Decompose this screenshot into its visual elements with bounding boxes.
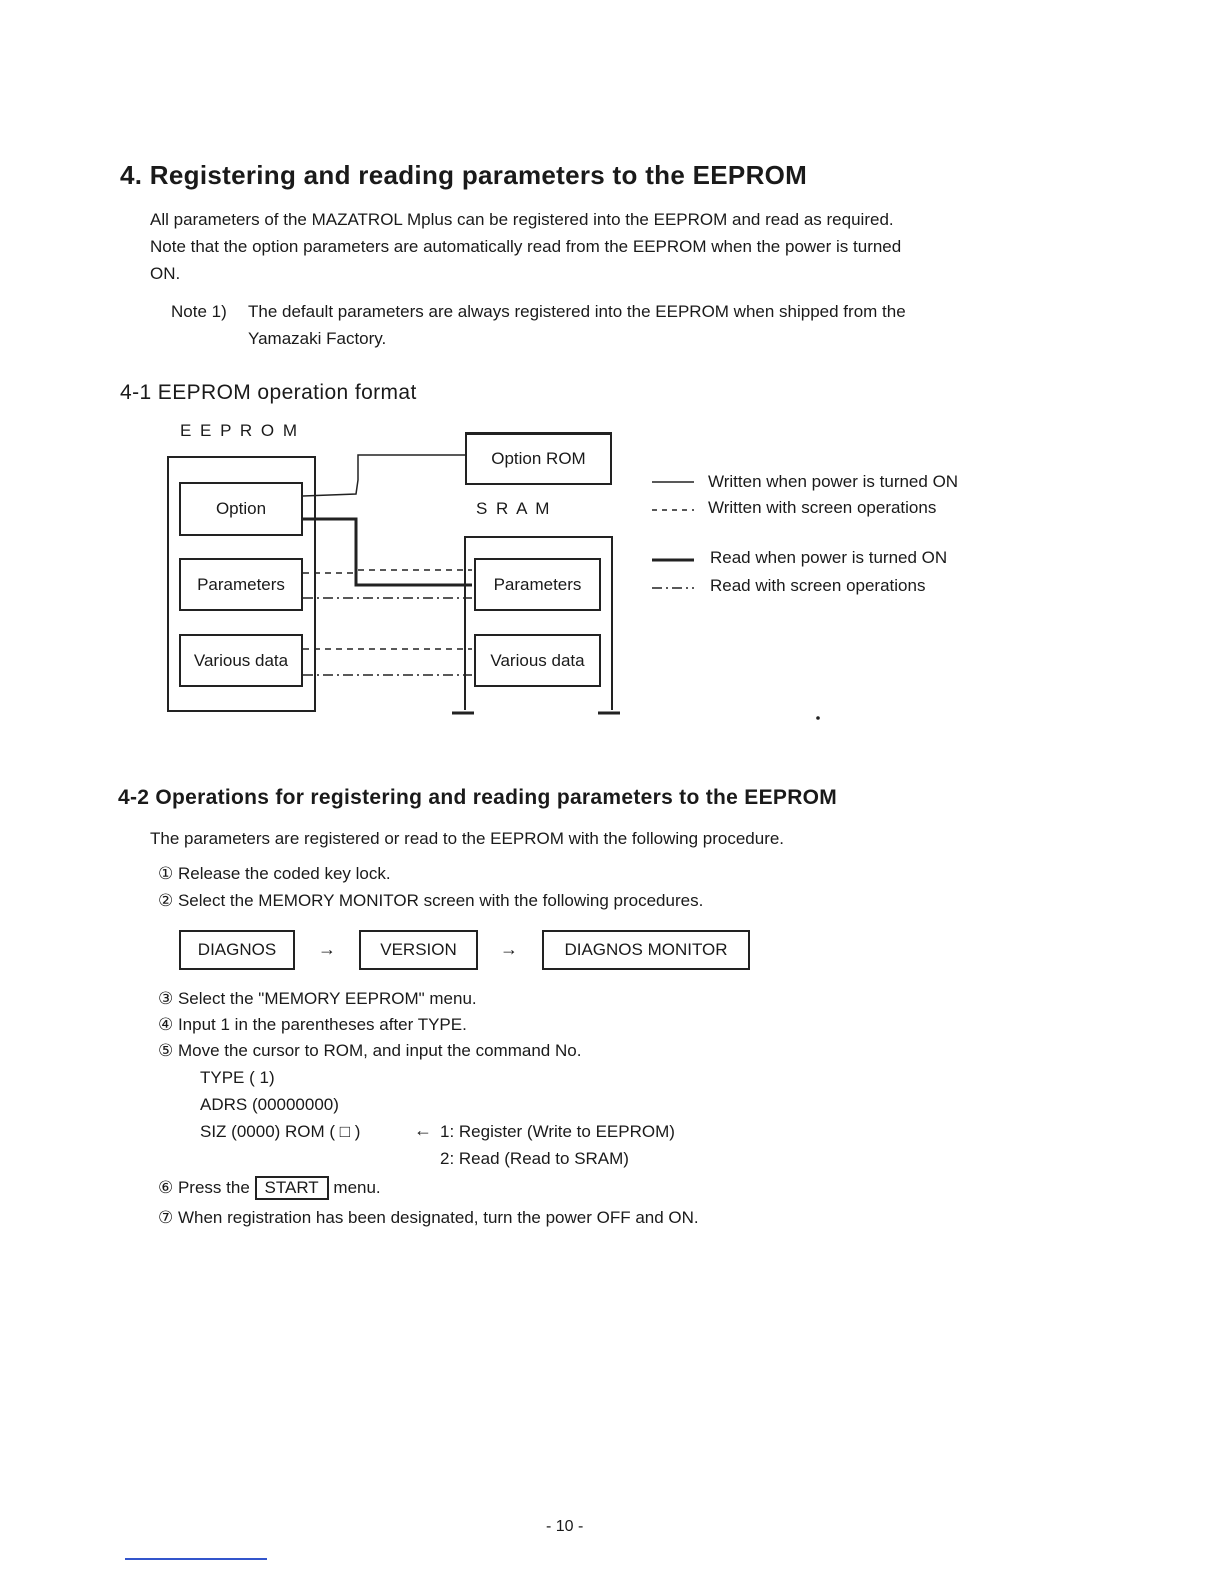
arrow-icon: → <box>500 939 518 959</box>
note-line-2: Yamazaki Factory. <box>248 329 387 348</box>
note-label: Note 1) <box>171 302 227 321</box>
section-4-1-title: 4-1 EEPROM operation format <box>120 381 417 404</box>
step-7: ⑦ When registration has been designated, turn the power OFF and ON. <box>158 1208 699 1227</box>
section-4-2-intro: The parameters are registered or read to the EEPROM with the following procedure. <box>150 829 785 848</box>
legend-item-written-power-on: Written when power is turned ON <box>708 472 959 491</box>
param-adrs: ADRS (00000000) <box>200 1095 339 1114</box>
section-4-2-title: 4-2 Operations for registering and reading parameters to the EEPROM <box>118 786 838 809</box>
legend-item-written-screen: Written with screen operations <box>708 498 937 517</box>
param-type: TYPE ( 1) <box>200 1068 275 1087</box>
page-number: - 10 - <box>546 1518 584 1535</box>
step-3: ③ Select the "MEMORY EEPROM" menu. <box>158 989 477 1008</box>
legend-item-read-power-on: Read when power is turned ON <box>710 548 948 567</box>
step-6 <box>158 1176 381 1200</box>
step-6-prefix: ⑥ Press the <box>158 1178 250 1197</box>
step-5: ⑤ Move the cursor to ROM, and input the command No. <box>158 1041 582 1060</box>
param-siz-rom: SIZ (0000) ROM ( □ ) <box>200 1122 361 1141</box>
start-menu-key[interactable]: START <box>255 1176 329 1200</box>
rom-option-register: 1: Register (Write to EEPROM) <box>440 1122 675 1141</box>
legend-item-read-screen: Read with screen operations <box>710 576 926 595</box>
rom-option-read: 2: Read (Read to SRAM) <box>440 1149 629 1168</box>
step-1: ① Release the coded key lock. <box>158 864 391 883</box>
step-2: ② Select the MEMORY MONITOR screen with the following procedures. <box>158 891 704 910</box>
left-arrow-icon: ← <box>414 1120 432 1140</box>
step-4: ④ Input 1 in the parentheses after TYPE. <box>158 1015 467 1034</box>
page-title: 4. Registering and reading parameters to the EEPROM <box>120 160 808 190</box>
eeprom-label: E E P R O M <box>180 421 299 440</box>
eeprom-various-data-block: Various data <box>179 634 303 687</box>
intro-line-2: Note that the option parameters are automatically read from the EEPROM when the power is turned <box>150 237 902 256</box>
sram-parameters-block: Parameters <box>474 558 601 611</box>
footer-rule <box>125 1558 267 1560</box>
intro-line-3: ON. <box>150 264 181 283</box>
menu-diagnos-monitor[interactable]: DIAGNOS MONITOR <box>542 930 750 970</box>
eeprom-option-block: Option <box>179 482 303 536</box>
sram-various-data-block: Various data <box>474 634 601 687</box>
intro-line-1: All parameters of the MAZATROL Mplus can be registered into the EEPROM and read as required. <box>150 210 894 229</box>
arrow-icon: → <box>318 939 336 959</box>
sram-label: S R A M <box>476 499 552 518</box>
menu-version[interactable]: VERSION <box>359 930 478 970</box>
menu-diagnos[interactable]: DIAGNOS <box>179 930 295 970</box>
note-line-1: The default parameters are always registered into the EEPROM when shipped from the <box>248 302 906 321</box>
option-rom-block: Option ROM <box>465 433 612 485</box>
step-6-suffix: menu. <box>333 1178 381 1197</box>
eeprom-parameters-block: Parameters <box>179 558 303 611</box>
